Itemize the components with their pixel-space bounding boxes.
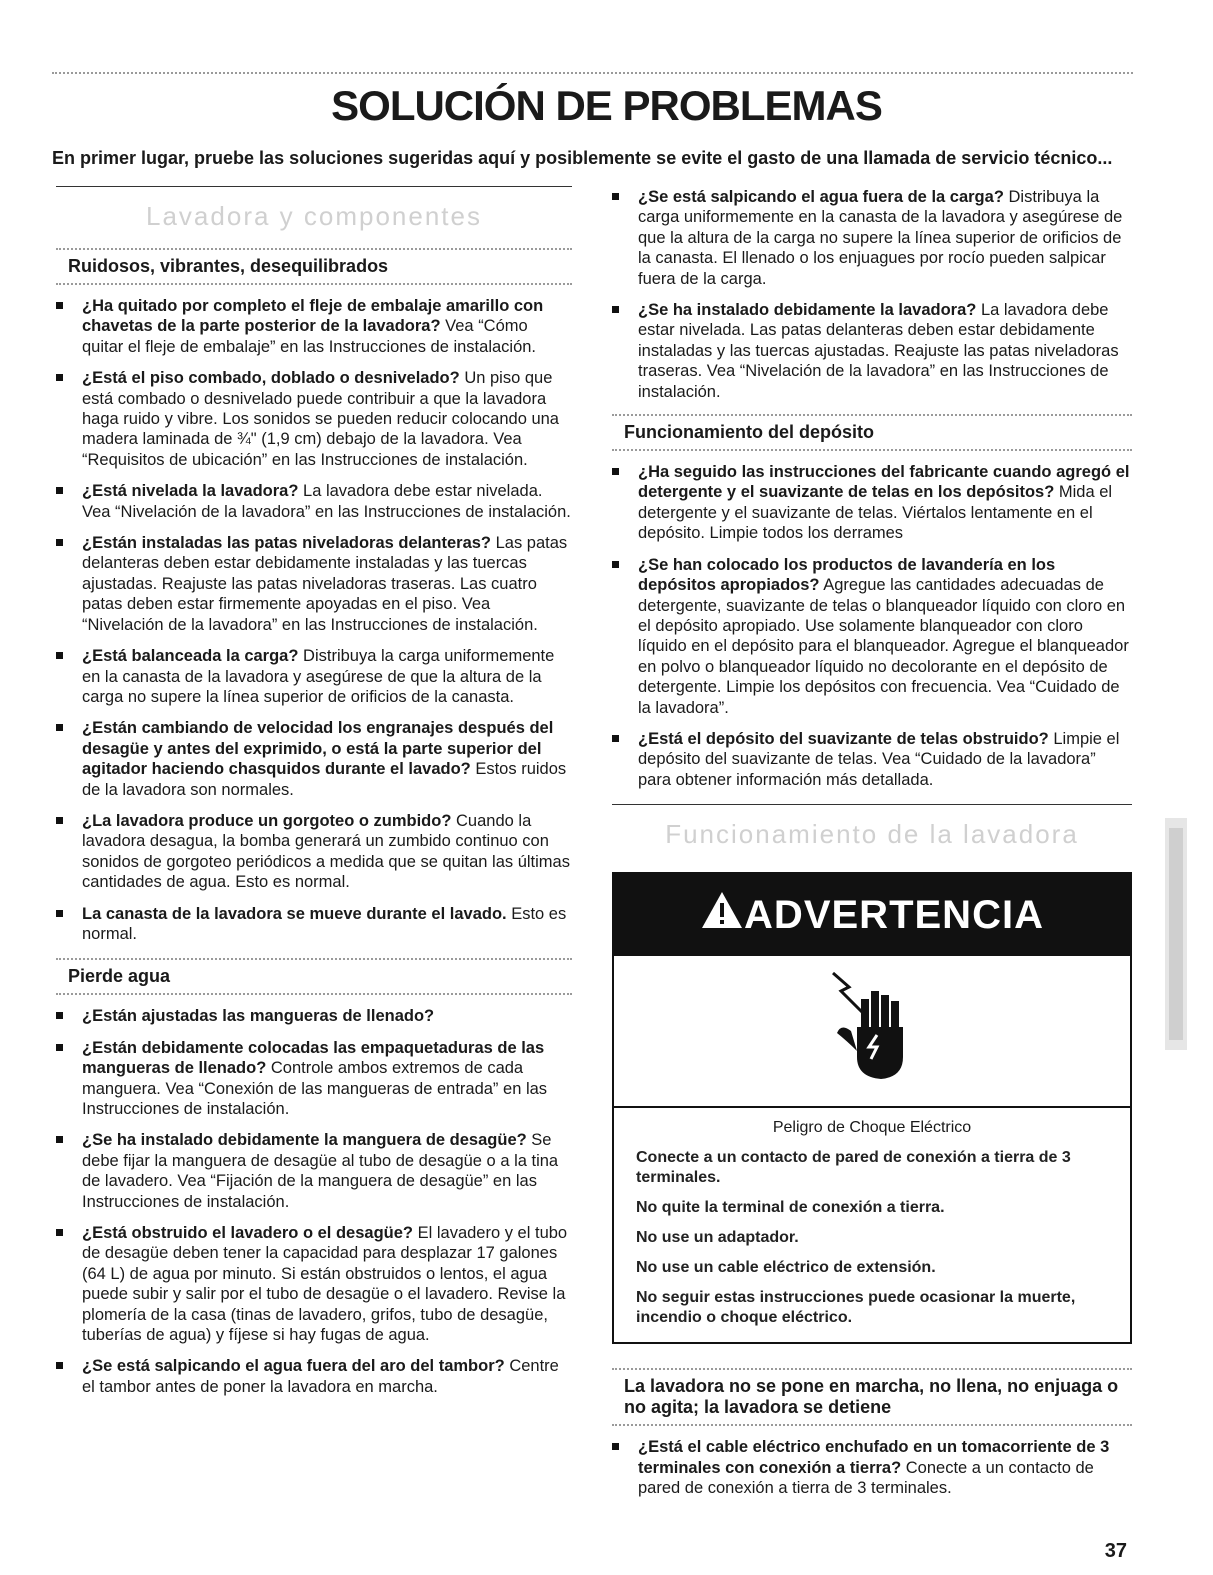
list-item (56, 811, 572, 893)
dotted-rule (56, 993, 572, 995)
item-question: ¿Ha seguido las instrucciones del fabricante cuando agregó el detergente y el suavizante de telas en los depósitos? (638, 463, 1130, 502)
item-question: ¿Están instaladas las patas niveladoras delanteras? (82, 534, 492, 553)
list-item (612, 555, 1132, 718)
noisy-list (56, 296, 572, 944)
item-question: ¿Está el depósito del suavizante de telas obstruido? (638, 729, 1049, 748)
item-question: ¿Se han colocado los productos de lavandería en los depósitos apropiados? (638, 555, 1056, 595)
warning-line: No use un cable eléctrico de extensión. (636, 1259, 936, 1277)
subheading-dispenser: Funcionamiento del depósito (624, 422, 875, 443)
item-question: ¿Se está salpicando el agua fuera de la carga? (638, 188, 1004, 206)
page-subtitle: En primer lugar, pruebe las soluciones sugeridas aquí y posiblemente se evite el gasto de una llamada de servicio técnico... (52, 148, 1113, 168)
list-item (612, 462, 1132, 544)
side-tab-graphic (1161, 818, 1191, 1050)
list-item (56, 481, 572, 522)
warning-line: No quite la terminal de conexión a tierra. (636, 1199, 945, 1217)
dispenser-list (612, 462, 1132, 790)
list-item (612, 300, 1132, 402)
list-item (56, 1223, 572, 1345)
item-question: ¿Se está salpicando el agua fuera del aro del tambor? (82, 1357, 505, 1376)
warning-title: ADVERTENCIA (744, 892, 1044, 937)
right-column (612, 176, 1132, 1498)
dotted-rule (612, 449, 1132, 451)
warning-line: No use un adaptador. (636, 1229, 799, 1247)
item-answer: La lavadora debe estar nivelada. Vea “Nivelación de la lavadora” en las Instrucciones de instalación. (82, 482, 571, 521)
list-item (56, 1356, 572, 1397)
warning-triangle-icon (700, 890, 744, 940)
list-item (56, 296, 572, 357)
item-answer: Controle ambos extremos de cada manguera. Vea “Conexión de las mangueras de entrada” en las Instrucciones de instalación. (82, 1059, 548, 1118)
item-question: ¿Está balanceada la carga? (82, 647, 299, 666)
subheading-noisy: Ruidosos, vibrantes, desequilibrados (68, 256, 389, 276)
page-number: 37 (1104, 1540, 1127, 1562)
list-item (56, 1038, 572, 1120)
item-question: ¿Está nivelada la lavadora? (82, 482, 299, 501)
list-item (612, 1437, 1132, 1498)
dotted-rule (56, 283, 572, 285)
warning-icon-row (614, 956, 1130, 1108)
list-item (56, 904, 572, 945)
right-top-list (612, 187, 1132, 402)
dotted-rule (612, 1424, 1132, 1426)
subheading-leaks: Pierde agua (68, 966, 171, 987)
item-answer: Un piso que está combado o desnivelado puede contribuir a que la lavadora haga ruido y vibre. Los sonidos se pueden reducir colocando una madera laminada de ¾" (1,9 cm) debajo de la lavadora. Vea “Requisitos de ubicación” en las Instrucciones de instalación. (82, 369, 559, 469)
item-answer: Se debe fijar la manguera de desagüe al tubo de desagüe o a la tina de lavadero. Vea “Fijación de la manguera de desagüe” en las Instrucciones de instalación. (82, 1131, 559, 1211)
list-item (56, 1130, 572, 1212)
no-start-list (612, 1437, 1132, 1498)
warning-line: Conecte a un contacto de pared de conexión a tierra de 3 terminales. (636, 1149, 1071, 1187)
item-answer: Cuando la lavadora desagua, la bomba generará un zumbido continuo con sonidos de gorgoteo periódicos a medida que se quitan las últimas cantidades de agua. Esto es normal. (82, 811, 570, 892)
item-answer: Estos ruidos de la lavadora son normales. (82, 760, 567, 799)
item-answer: Limpie el depósito del suavizante de telas. Vea “Cuidado de la lavadora” para obtener información más detallada. (638, 729, 1120, 789)
item-question: ¿Está el cable eléctrico enchufado en un tomacorriente de 3 terminales con conexión a tierra? (638, 1438, 1110, 1477)
item-answer: Distribuya la carga uniformemente en la canasta de la lavadora y asegúrese de que la altura de la carga no supere la línea superior de orificios de la canasta. (82, 647, 555, 706)
item-question: ¿Ha quitado por completo el fleje de embalaje amarillo con chavetas de la parte posterior de la lavadora? (82, 297, 544, 336)
left-column (56, 186, 572, 1397)
subheading-no-start: La lavadora no se pone en marcha, no llena, no enjuaga o no agita; la lavadora se detiene (624, 1376, 1119, 1418)
item-question: ¿Está obstruido el lavadero o el desagüe? (82, 1224, 413, 1243)
item-question: ¿Están debidamente colocadas las empaquetaduras de las mangueras de llenado? (82, 1038, 545, 1078)
list-item (56, 1006, 572, 1026)
item-answer: Centre el tambor antes de poner la lavadora en marcha. (82, 1357, 559, 1396)
item-answer: Vea “Cómo quitar el fleje de embalaje” en las Instrucciones de instalación. (82, 317, 537, 356)
warning-box (612, 872, 1132, 1344)
item-answer: Agregue las cantidades adecuadas de detergente, suavizante de telas o blanqueador líquido con cloro en el depósito apropiado. Use solamente blanqueador con cloro líquido en el depósito para el blanqueador. Agregue el blanqueador en polvo o blanqueador líquido no decolorante en el depósito de detergente. Limpie los depósitos con frecuencia. Vea “Cuidado de la lavadora”. (638, 576, 1129, 717)
item-question: ¿Están cambiando de velocidad los engranajes después del desagüe y antes del exprimido, o está la parte superior del agitador haciendo chasquidos durante el lavado? (82, 719, 554, 779)
item-question: ¿La lavadora produce un gorgoteo o zumbido? (82, 811, 452, 830)
leaks-list (56, 1006, 572, 1397)
section-title-washer-components: Lavadora y componentes (146, 201, 482, 231)
item-question: ¿Se ha instalado debidamente la lavadora? (638, 301, 977, 320)
warning-lead: Peligro de Choque Eléctrico (772, 1119, 972, 1137)
section-title-washer-operation: Funcionamiento de la lavadora (665, 819, 1079, 850)
item-question: ¿Está el piso combado, doblado o desnivelado? (82, 369, 460, 388)
item-question: La canasta de la lavadora se mueve durante el lavado. (82, 904, 507, 923)
top-dotted-rule (52, 72, 1133, 74)
list-item (56, 368, 572, 470)
item-answer: La lavadora debe estar nivelada. Las patas delanteras deben estar debidamente instaladas y las tuercas ajustadas. Reajuste las patas niveladoras traseras. Vea “Nivelación de la lavadora” en las Instrucciones de instalación. (638, 301, 1119, 401)
item-answer: El lavadero y el tubo de desagüe deben tener la capacidad para desplazar 17 galones (64 L) de agua por minuto. Si están obstruidos o lentos, el agua puede subir y salir por el tubo de desagüe o el lavadero. Revise la plomería de la casa (tinas de lavadero, grifos, tubo de desagüe, tuberías de agua) y fíjese si hay fugas de agua. (82, 1224, 568, 1345)
item-answer: Distribuya la carga uniformemente en la canasta de la lavadora y asegúrese de que la altura de la carga no supere la línea superior de orificios de la canasta. El llenado o los enjuagues por rocío pueden salpicar fuera de la carga. (638, 188, 1123, 288)
electric-shock-hand-icon (827, 969, 917, 1094)
item-question: ¿Se ha instalado debidamente la manguera de desagüe? (82, 1131, 527, 1150)
item-answer: Las patas delanteras deben estar debidamente instaladas y las tuercas ajustadas. Reajuste las patas niveladoras traseras. Las cuatro patas deben estar firmemente apoyadas en el piso. Vea “Nivelación de la lavadora” en las Instrucciones de instalación. (82, 534, 568, 634)
list-item (56, 718, 572, 800)
item-answer: Esto es normal. (82, 904, 567, 943)
list-item (56, 533, 572, 635)
item-answer: Conecte a un contacto de pared de conexión a tierra de 3 terminales. (638, 1458, 1094, 1497)
item-question: ¿Están ajustadas las mangueras de llenado? (82, 1007, 435, 1026)
page-title: SOLUCIÓN DE PROBLEMAS (331, 82, 882, 129)
list-item (56, 646, 572, 707)
warning-body (614, 1108, 1130, 1342)
item-answer: Mida el detergente y el suavizante de telas. Viértalos lentamente en el depósito. Limpie todos los derrames (638, 483, 1113, 543)
warning-line: No seguir estas instrucciones puede ocasionar la muerte, incendio o choque eléctrico. (636, 1289, 1076, 1327)
list-item (612, 187, 1132, 289)
warning-header (614, 874, 1130, 956)
list-item (612, 729, 1132, 790)
